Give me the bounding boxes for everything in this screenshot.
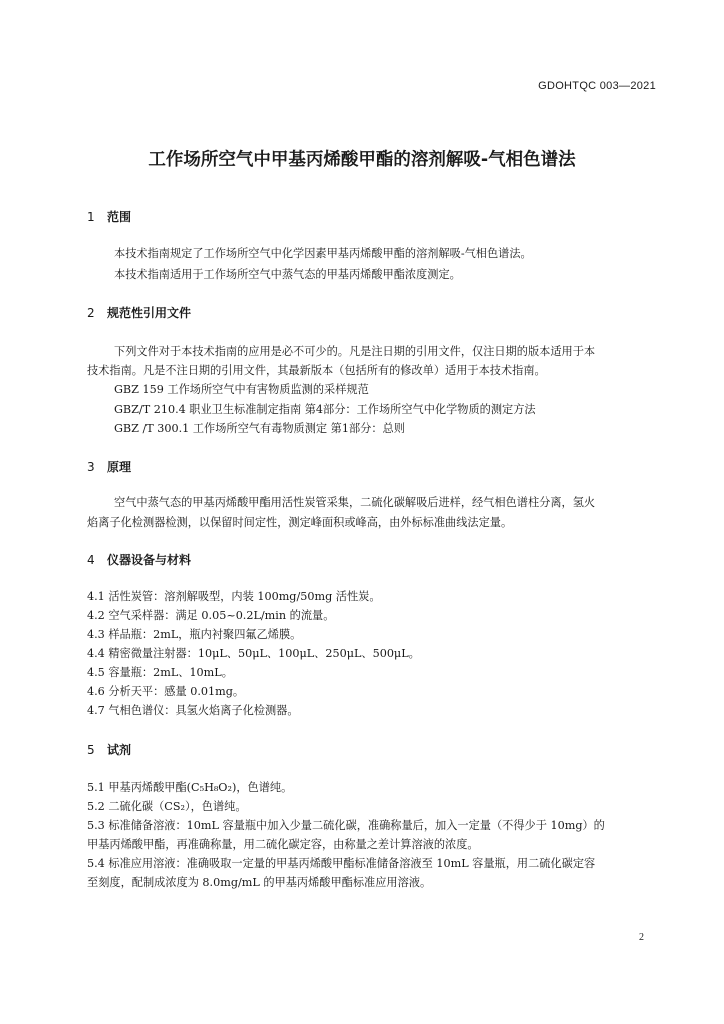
list-item: 甲基丙烯酸甲酯，再准确称量，用二硫化碳定容，由称量之差计算溶液的浓度。 xyxy=(87,838,479,851)
list-item: 4.6 分析天平：感量 0.01mg。 xyxy=(87,685,245,698)
paragraph-line: 本技术指南适用于工作场所空气中蒸气态的甲基丙烯酸甲酯浓度测定。 xyxy=(114,268,461,281)
paragraph-line: 空气中蒸气态的甲基丙烯酸甲酯用活性炭管采集，二硫化碳解吸后进样，经气相色谱柱分离，氢火 xyxy=(114,496,596,509)
paragraph-line: 焰离子化检测器检测，以保留时间定性，测定峰面积或峰高，由外标标准曲线法定量。 xyxy=(87,516,513,529)
list-item: 4.3 样品瓶：2mL，瓶内衬聚四氟乙烯膜。 xyxy=(87,628,302,641)
list-item: 4.1 活性炭管：溶剂解吸型，内装 100mg/50mg 活性炭。 xyxy=(87,590,381,603)
section-title: 规范性引用文件 xyxy=(107,306,192,320)
list-item: 5.3 标准储备溶液：10mL 容量瓶中加入少量二硫化碳，准确称量后，加入一定量（不得少于 10mg）的 xyxy=(87,819,605,832)
section-heading xyxy=(87,551,191,568)
section-title: 原理 xyxy=(107,460,132,474)
list-item: 5.1 甲基丙烯酸甲酯(C₅H₈O₂)，色谱纯。 xyxy=(87,781,293,794)
page-number: 2 xyxy=(639,932,644,943)
section-number: 3 xyxy=(87,460,95,474)
section-number: 2 xyxy=(87,306,95,320)
section-title: 范围 xyxy=(107,210,132,224)
section-number: 1 xyxy=(87,210,95,224)
list-item: 4.7 气相色谱仪：具氢火焰离子化检测器。 xyxy=(87,704,299,717)
section-heading xyxy=(87,458,131,475)
section-number: 5 xyxy=(87,743,95,757)
paragraph-line: 本技术指南规定了工作场所空气中化学因素甲基丙烯酸甲酯的溶剂解吸-气相色谱法。 xyxy=(114,247,532,260)
reference-item: GBZ /T 300.1 工作场所空气有毒物质测定 第1部分：总则 xyxy=(114,422,405,435)
page-title: 工作场所空气中甲基丙烯酸甲酯的溶剂解吸-气相色谱法 xyxy=(148,150,576,170)
reference-item: GBZ/T 210.4 职业卫生标准制定指南 第4部分：工作场所空气中化学物质的测定方法 xyxy=(114,403,536,416)
paragraph-line: 下列文件对于本技术指南的应用是必不可少的。凡是注日期的引用文件，仅注日期的版本适用于本 xyxy=(114,345,596,358)
section-heading xyxy=(87,304,191,321)
list-item: 5.2 二硫化碳（CS₂），色谱纯。 xyxy=(87,800,247,813)
list-item: 4.2 空气采样器：满足 0.05~0.2L/min 的流量。 xyxy=(87,609,335,622)
reference-item: GBZ 159 工作场所空气中有害物质监测的采样规范 xyxy=(114,383,369,396)
list-item: 4.5 容量瓶：2mL、10mL。 xyxy=(87,666,233,679)
section-number: 4 xyxy=(87,553,95,567)
list-item: 至刻度，配制成浓度为 8.0mg/mL 的甲基丙烯酸甲酯标准应用溶液。 xyxy=(87,876,432,889)
section-title: 试剂 xyxy=(107,743,132,757)
section-heading xyxy=(87,208,131,225)
paragraph-line: 技术指南。凡是不注日期的引用文件，其最新版本（包括所有的修改单）适用于本技术指南。 xyxy=(87,364,546,377)
section-heading xyxy=(87,741,131,758)
list-item: 5.4 标准应用溶液：准确吸取一定量的甲基丙烯酸甲酯标准储备溶液至 10mL 容量瓶，用二硫化碳定容 xyxy=(87,857,596,870)
doc-code: GDOHTQC 003—2021 xyxy=(538,80,656,92)
list-item: 4.4 精密微量注射器：10μL、50μL、100μL、250μL、500μL。 xyxy=(87,647,420,660)
section-title: 仪器设备与材料 xyxy=(107,553,192,567)
